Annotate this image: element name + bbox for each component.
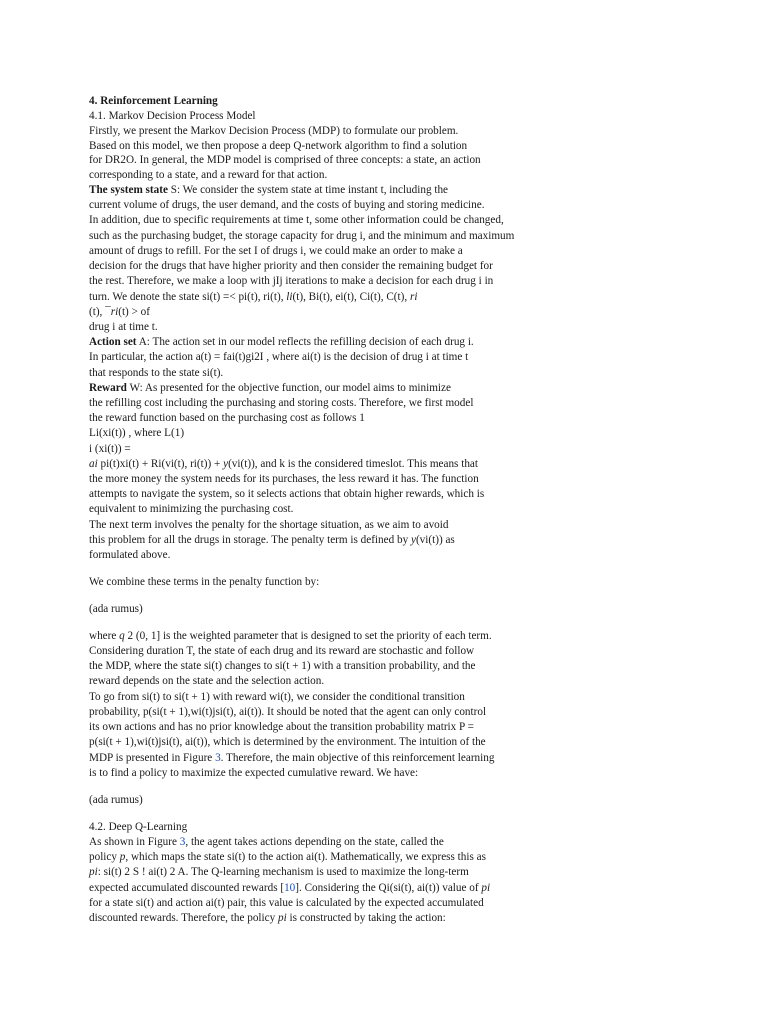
text-run: such as the purchasing budget, the storage capacity for drug i, and the minimum and maximum — [89, 230, 515, 242]
text-line — [89, 575, 319, 590]
text-line — [89, 139, 467, 154]
text-run: . Therefore, the main objective of this reinforcement learning — [220, 752, 495, 764]
text-run: , which maps the state si(t) to the action ai(t). Mathematically, we express this as — [125, 851, 486, 863]
text-line — [89, 153, 481, 168]
text-run: , the agent takes actions depending on the state, called the — [185, 836, 444, 848]
text-run: (ada rumus) — [89, 794, 143, 806]
text-line — [89, 896, 484, 911]
text-run: policy — [89, 851, 120, 863]
text-line — [89, 274, 493, 289]
text-run: amount of drugs to refill. For the set I of drugs i, we could make an order to make a — [89, 245, 463, 257]
text-line — [89, 381, 451, 396]
text-run: To go from si(t) to si(t + 1) with reward wi(t), we consider the conditional transition — [89, 691, 465, 703]
text-run: In particular, the action a(t) = fai(t)gi2I , where ai(t) is the decision of drug i at time t — [89, 351, 469, 363]
italic-symbol: q — [119, 630, 125, 642]
text-line — [89, 690, 465, 705]
text-run: W: As presented for the objective function, our model aims to minimize — [126, 382, 451, 394]
text-line — [89, 244, 463, 259]
text-line — [89, 766, 418, 781]
text-run: its own actions and has no prior knowledge about the transition probability matrix P = — [89, 721, 474, 733]
text-line — [89, 629, 492, 644]
text-run: equivalent to minimizing the purchasing cost. — [89, 503, 294, 515]
text-line — [89, 705, 486, 720]
text-run: 4.2. Deep Q-Learning — [89, 821, 188, 833]
text-run: Li(xi(t)) , where L(1) — [89, 427, 185, 439]
italic-symbol: ai — [89, 458, 98, 470]
text-line — [89, 674, 324, 689]
text-run: probability, p(si(t + 1),wi(t)jsi(t), ai(t)). It should be noted that the agent can only control — [89, 706, 487, 718]
text-line — [89, 751, 494, 766]
text-line — [89, 213, 504, 228]
reference-link[interactable]: 3 — [179, 836, 186, 848]
text-run: Based on this model, we then propose a deep Q-network algorithm to find a solution — [89, 140, 468, 152]
text-run: (vi(t)), and k is the considered timeslot. This means that — [228, 458, 478, 470]
text-line — [89, 366, 223, 381]
text-run: In addition, due to specific requirements at time t, some other information could be changed, — [89, 214, 504, 226]
italic-symbol: p — [119, 851, 126, 863]
text-line — [89, 168, 327, 183]
text-run: current volume of drugs, the user demand, and the costs of buying and storing medicine. — [89, 199, 485, 211]
text-run: ]. Considering the Qi(si(t), ai(t)) value of — [295, 882, 482, 894]
text-run: The next term involves the penalty for the shortage situation, as we aim to avoid — [89, 519, 449, 531]
text-line — [89, 881, 490, 896]
text-run: MDP is presented in Figure — [89, 752, 216, 764]
bold-term: Reward — [89, 382, 127, 394]
text-line — [89, 305, 150, 320]
text-line — [89, 335, 474, 350]
text-run: the more money the system needs for its purchases, the less reward it has. The function — [89, 473, 479, 485]
text-run: Considering duration T, the state of each drug and its reward are stochastic and follow — [89, 645, 475, 657]
text-line — [89, 793, 143, 808]
text-line — [89, 533, 455, 548]
text-run: for DR2O. In general, the MDP model is comprised of three concepts: a state, an action — [89, 154, 481, 166]
text-line — [89, 198, 485, 213]
text-line — [89, 644, 474, 659]
text-line — [89, 502, 293, 517]
text-line — [89, 911, 446, 926]
text-run: for a state si(t) and action ai(t) pair, this value is calculated by the expected accumulated — [89, 897, 484, 909]
text-run: pi(t)xi(t) + Ri(vi(t), ri(t)) + — [97, 458, 224, 470]
text-line — [89, 820, 187, 835]
text-run: As shown in Figure — [89, 836, 180, 848]
text-run: the refilling cost including the purchasing and storing costs. Therefore, we first model — [89, 397, 474, 409]
text-line — [89, 396, 473, 411]
text-line — [89, 411, 365, 426]
text-line — [89, 426, 184, 441]
italic-symbol: y — [223, 458, 229, 470]
text-line — [89, 229, 514, 244]
text-run: A: The action set in our model reflects the refilling decision of each drug i. — [136, 336, 474, 348]
text-line — [89, 735, 486, 750]
italic-symbol: y — [410, 534, 416, 546]
text-run: attempts to navigate the system, so it selects actions that obtain higher rewards, which is — [89, 488, 485, 500]
text-line — [89, 835, 444, 850]
reference-link[interactable]: 3 — [215, 752, 221, 764]
bold-term: The system state — [89, 184, 168, 196]
text-run: that responds to the state si(t). — [89, 367, 224, 379]
text-run: Firstly, we present the Markov Decision Process (MDP) to formulate our problem. — [89, 125, 459, 137]
text-run: We combine these terms in the penalty function by: — [89, 576, 320, 588]
text-run: 2 (0, 1] is the weighted parameter that is designed to set the priority of each term. — [124, 630, 492, 642]
text-run: is to find a policy to maximize the expected cumulative reward. We have: — [89, 767, 419, 779]
text-run: formulated above. — [89, 549, 171, 561]
text-run: (t), Bi(t), ei(t), Ci(t), C(t), — [292, 291, 410, 303]
text-line — [89, 350, 468, 365]
text-line — [89, 183, 448, 198]
text-run: corresponding to a state, and a reward for that action. — [89, 169, 328, 181]
text-line — [89, 548, 170, 563]
text-line — [89, 720, 474, 735]
text-line — [89, 320, 158, 335]
text-run: the reward function based on the purchasing cost as follows 1 — [89, 412, 365, 424]
text-line — [89, 442, 131, 457]
text-line — [89, 865, 469, 880]
text-line — [89, 259, 493, 274]
text-run: p(si(t + 1),wi(t)jsi(t), ai(t)), which is determined by the environment. The intuition of the — [89, 736, 486, 748]
text-run: (t) > of — [118, 306, 151, 318]
text-run: where — [89, 630, 120, 642]
text-line — [89, 487, 484, 502]
text-run: discounted rewards. Therefore, the policy — [89, 912, 278, 924]
text-line — [89, 124, 458, 139]
italic-symbol: ri — [409, 291, 418, 303]
text-run: drug i at time t. — [89, 321, 158, 333]
text-run: turn. We denote the state si(t) =< pi(t), ri(t), — [89, 291, 287, 303]
text-run: reward depends on the state and the selection action. — [89, 675, 325, 687]
text-run: the rest. Therefore, we make a loop with jIj iterations to make a decision for each drug i in — [89, 275, 494, 287]
text-line — [89, 472, 479, 487]
italic-symbol: ri — [110, 306, 119, 318]
text-line — [89, 659, 476, 674]
italic-symbol: pi — [481, 882, 491, 894]
text-run: i (xi(t)) = — [89, 443, 131, 455]
italic-symbol: pi — [89, 866, 98, 878]
italic-symbol: li — [286, 291, 293, 303]
text-run: (vi(t)) as — [415, 534, 455, 546]
text-line — [89, 457, 478, 472]
text-line — [89, 518, 448, 533]
text-run: : si(t) 2 S ! ai(t) 2 A. The Q-learning mechanism is used to maximize the long-term — [97, 866, 469, 878]
text-run: the MDP, where the state si(t) changes to si(t + 1) with a transition probability, and the — [89, 660, 476, 672]
text-run: this problem for all the drugs in storage. The penalty term is defined by — [89, 534, 411, 546]
text-line — [89, 602, 143, 617]
bold-term: Action set — [89, 336, 137, 348]
text-run: (ada rumus) — [89, 603, 143, 615]
italic-symbol: pi — [277, 912, 287, 924]
text-line — [89, 290, 417, 305]
bold-term: 4. Reinforcement Learning — [89, 95, 218, 107]
text-run: is constructed by taking the action: — [286, 912, 446, 924]
text-run: 4.1. Markov Decision Process Model — [89, 110, 256, 122]
text-line — [89, 850, 486, 865]
text-line — [89, 109, 256, 124]
text-run: (t), ¯ — [89, 306, 111, 318]
text-run: decision for the drugs that have higher priority and then consider the remaining budget for — [89, 260, 493, 272]
text-run: expected accumulated discounted rewards [ — [89, 882, 285, 894]
reference-link[interactable]: 10 — [284, 882, 296, 894]
section-heading — [89, 94, 218, 109]
text-run: S: We consider the system state at time instant t, including the — [167, 184, 449, 196]
